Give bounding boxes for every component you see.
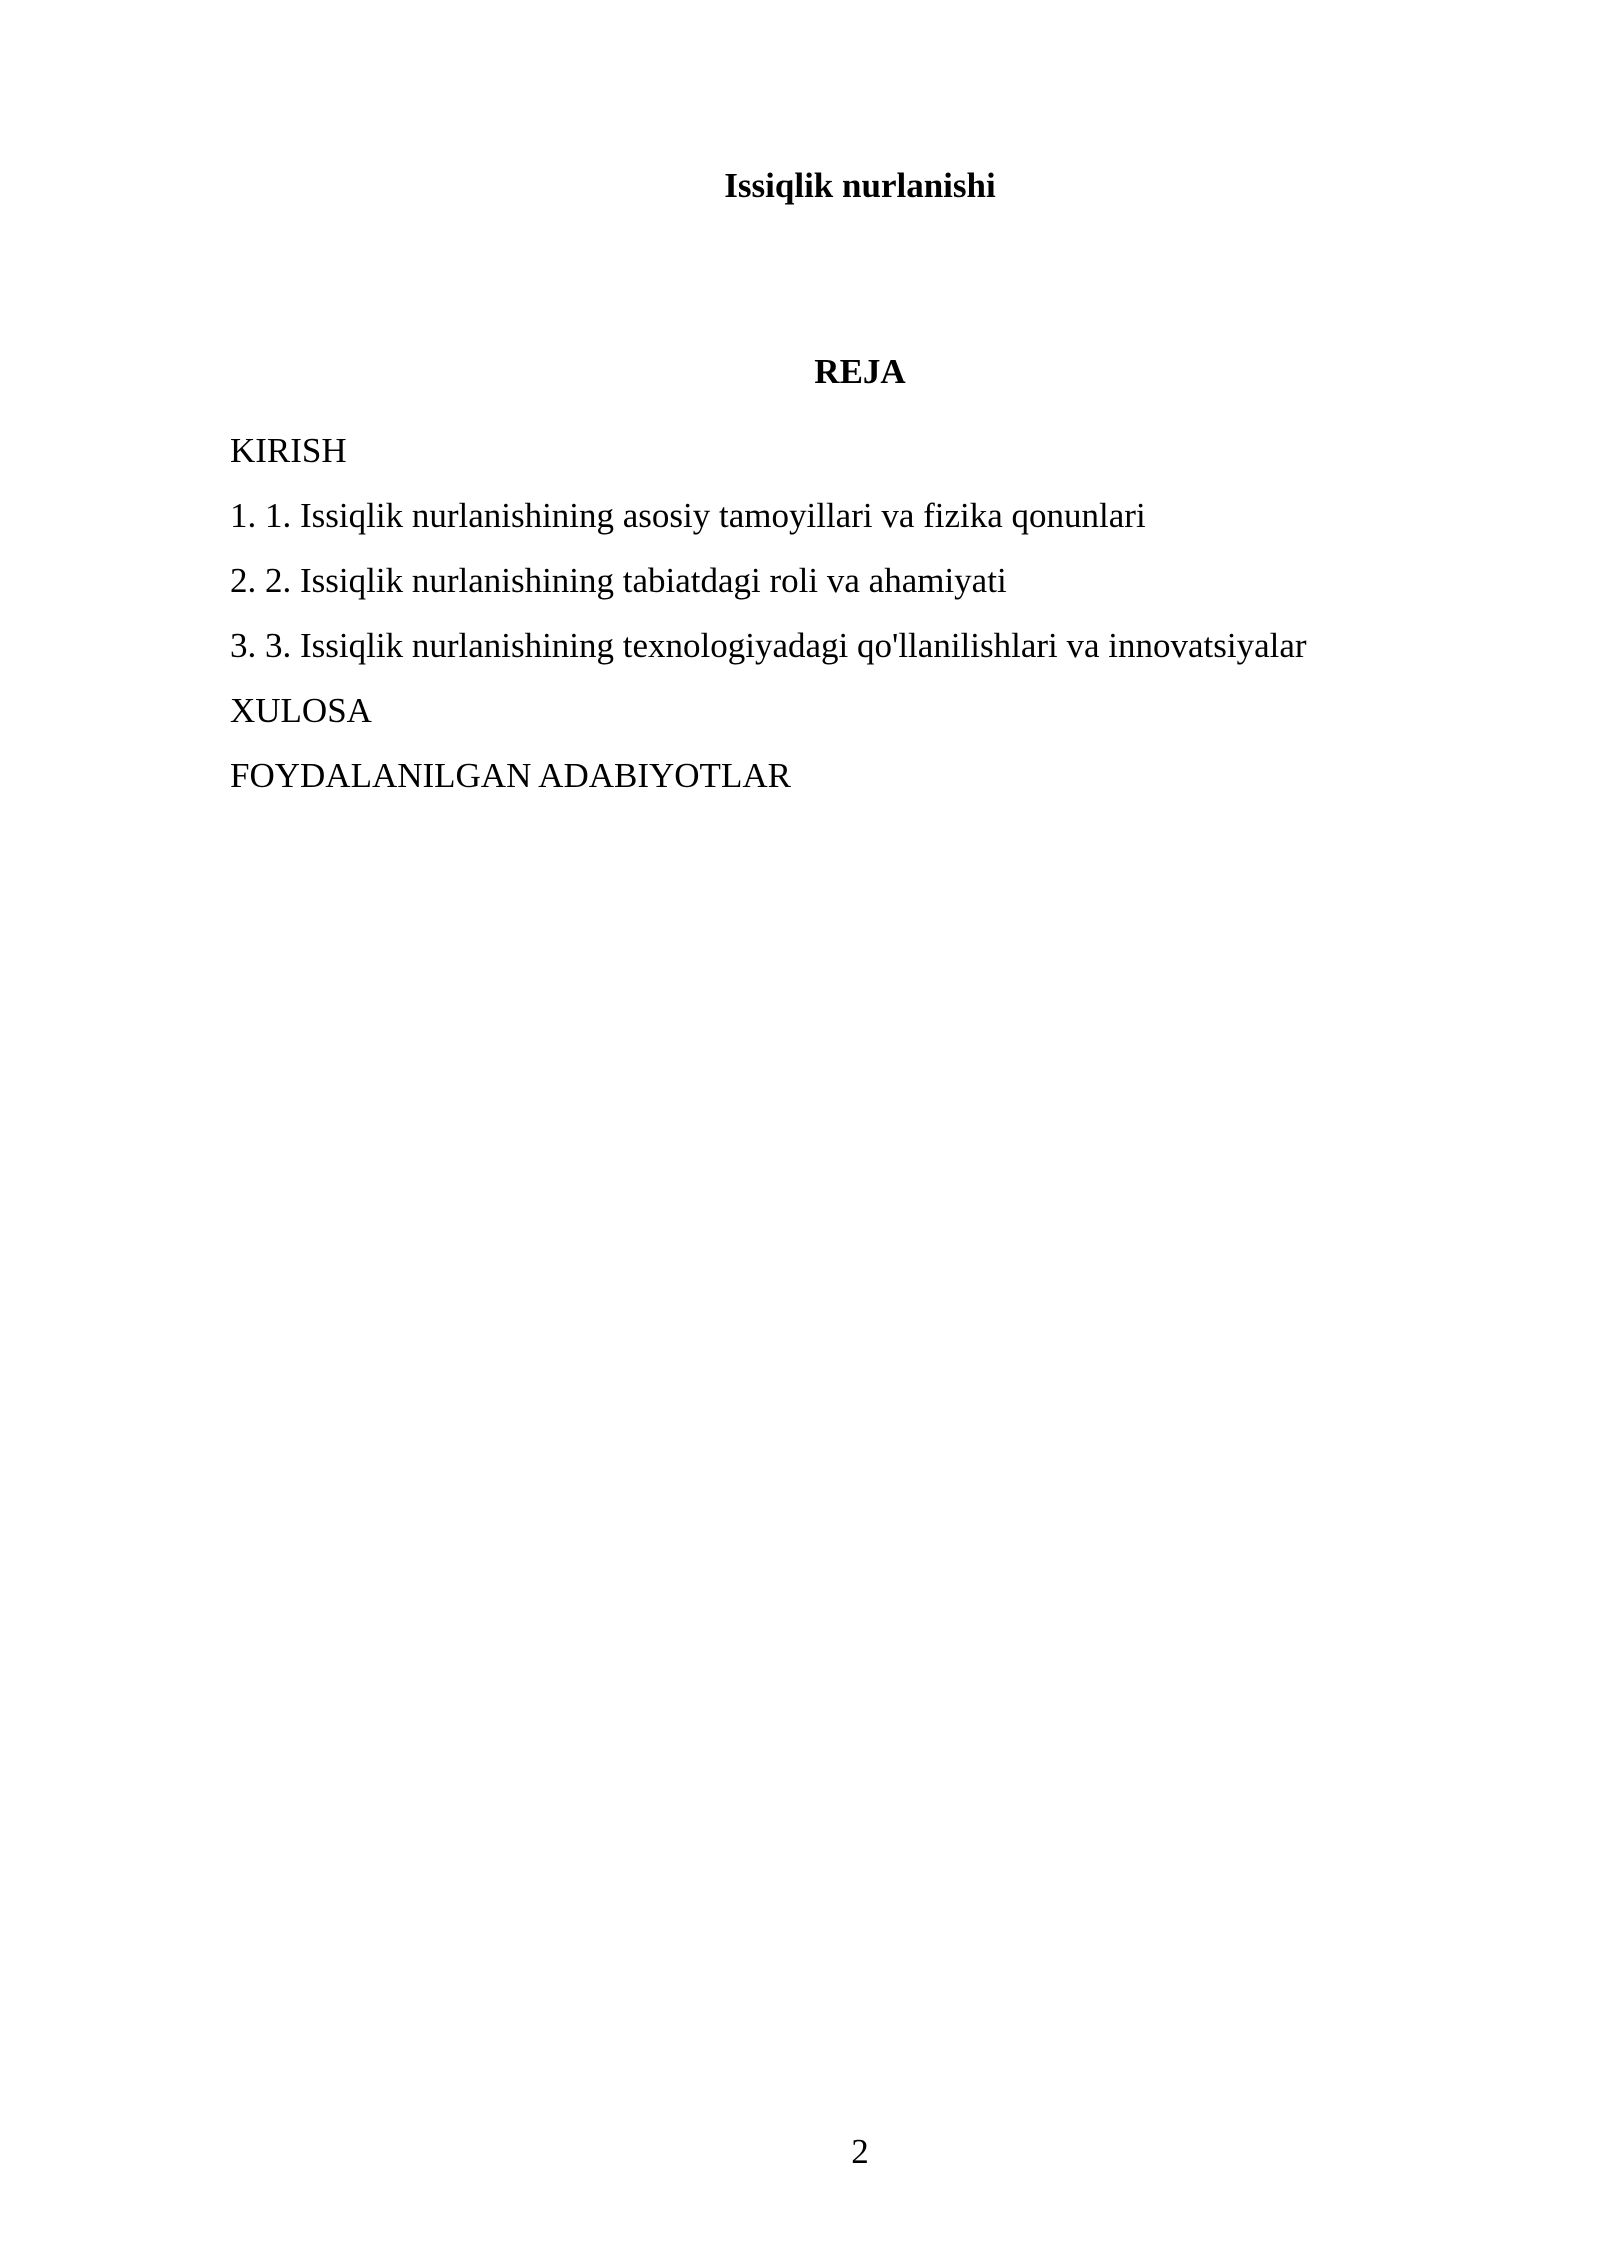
plan-heading: REJA (814, 352, 906, 391)
toc-item-references: FOYDALANILGAN ADABIYOTLAR (230, 756, 791, 795)
toc-item-section-2: 2. 2. Issiqlik nurlanishining tabiatdagi roli va ahamiyati (230, 561, 1007, 600)
table-of-contents (230, 418, 1490, 808)
toc-item-conclusion: XULOSA (230, 691, 372, 730)
toc-item-section-3: 3. 3. Issiqlik nurlanishining texnologiyadagi qo'llanilishlari va innovatsiyalar (230, 626, 1307, 665)
document-title: Issiqlik nurlanishi (724, 166, 996, 205)
page-number: 2 (851, 2132, 869, 2171)
toc-item-section-1: 1. 1. Issiqlik nurlanishining asosiy tamoyillari va fizika qonunlari (230, 496, 1146, 535)
toc-item-introduction: KIRISH (230, 431, 347, 470)
